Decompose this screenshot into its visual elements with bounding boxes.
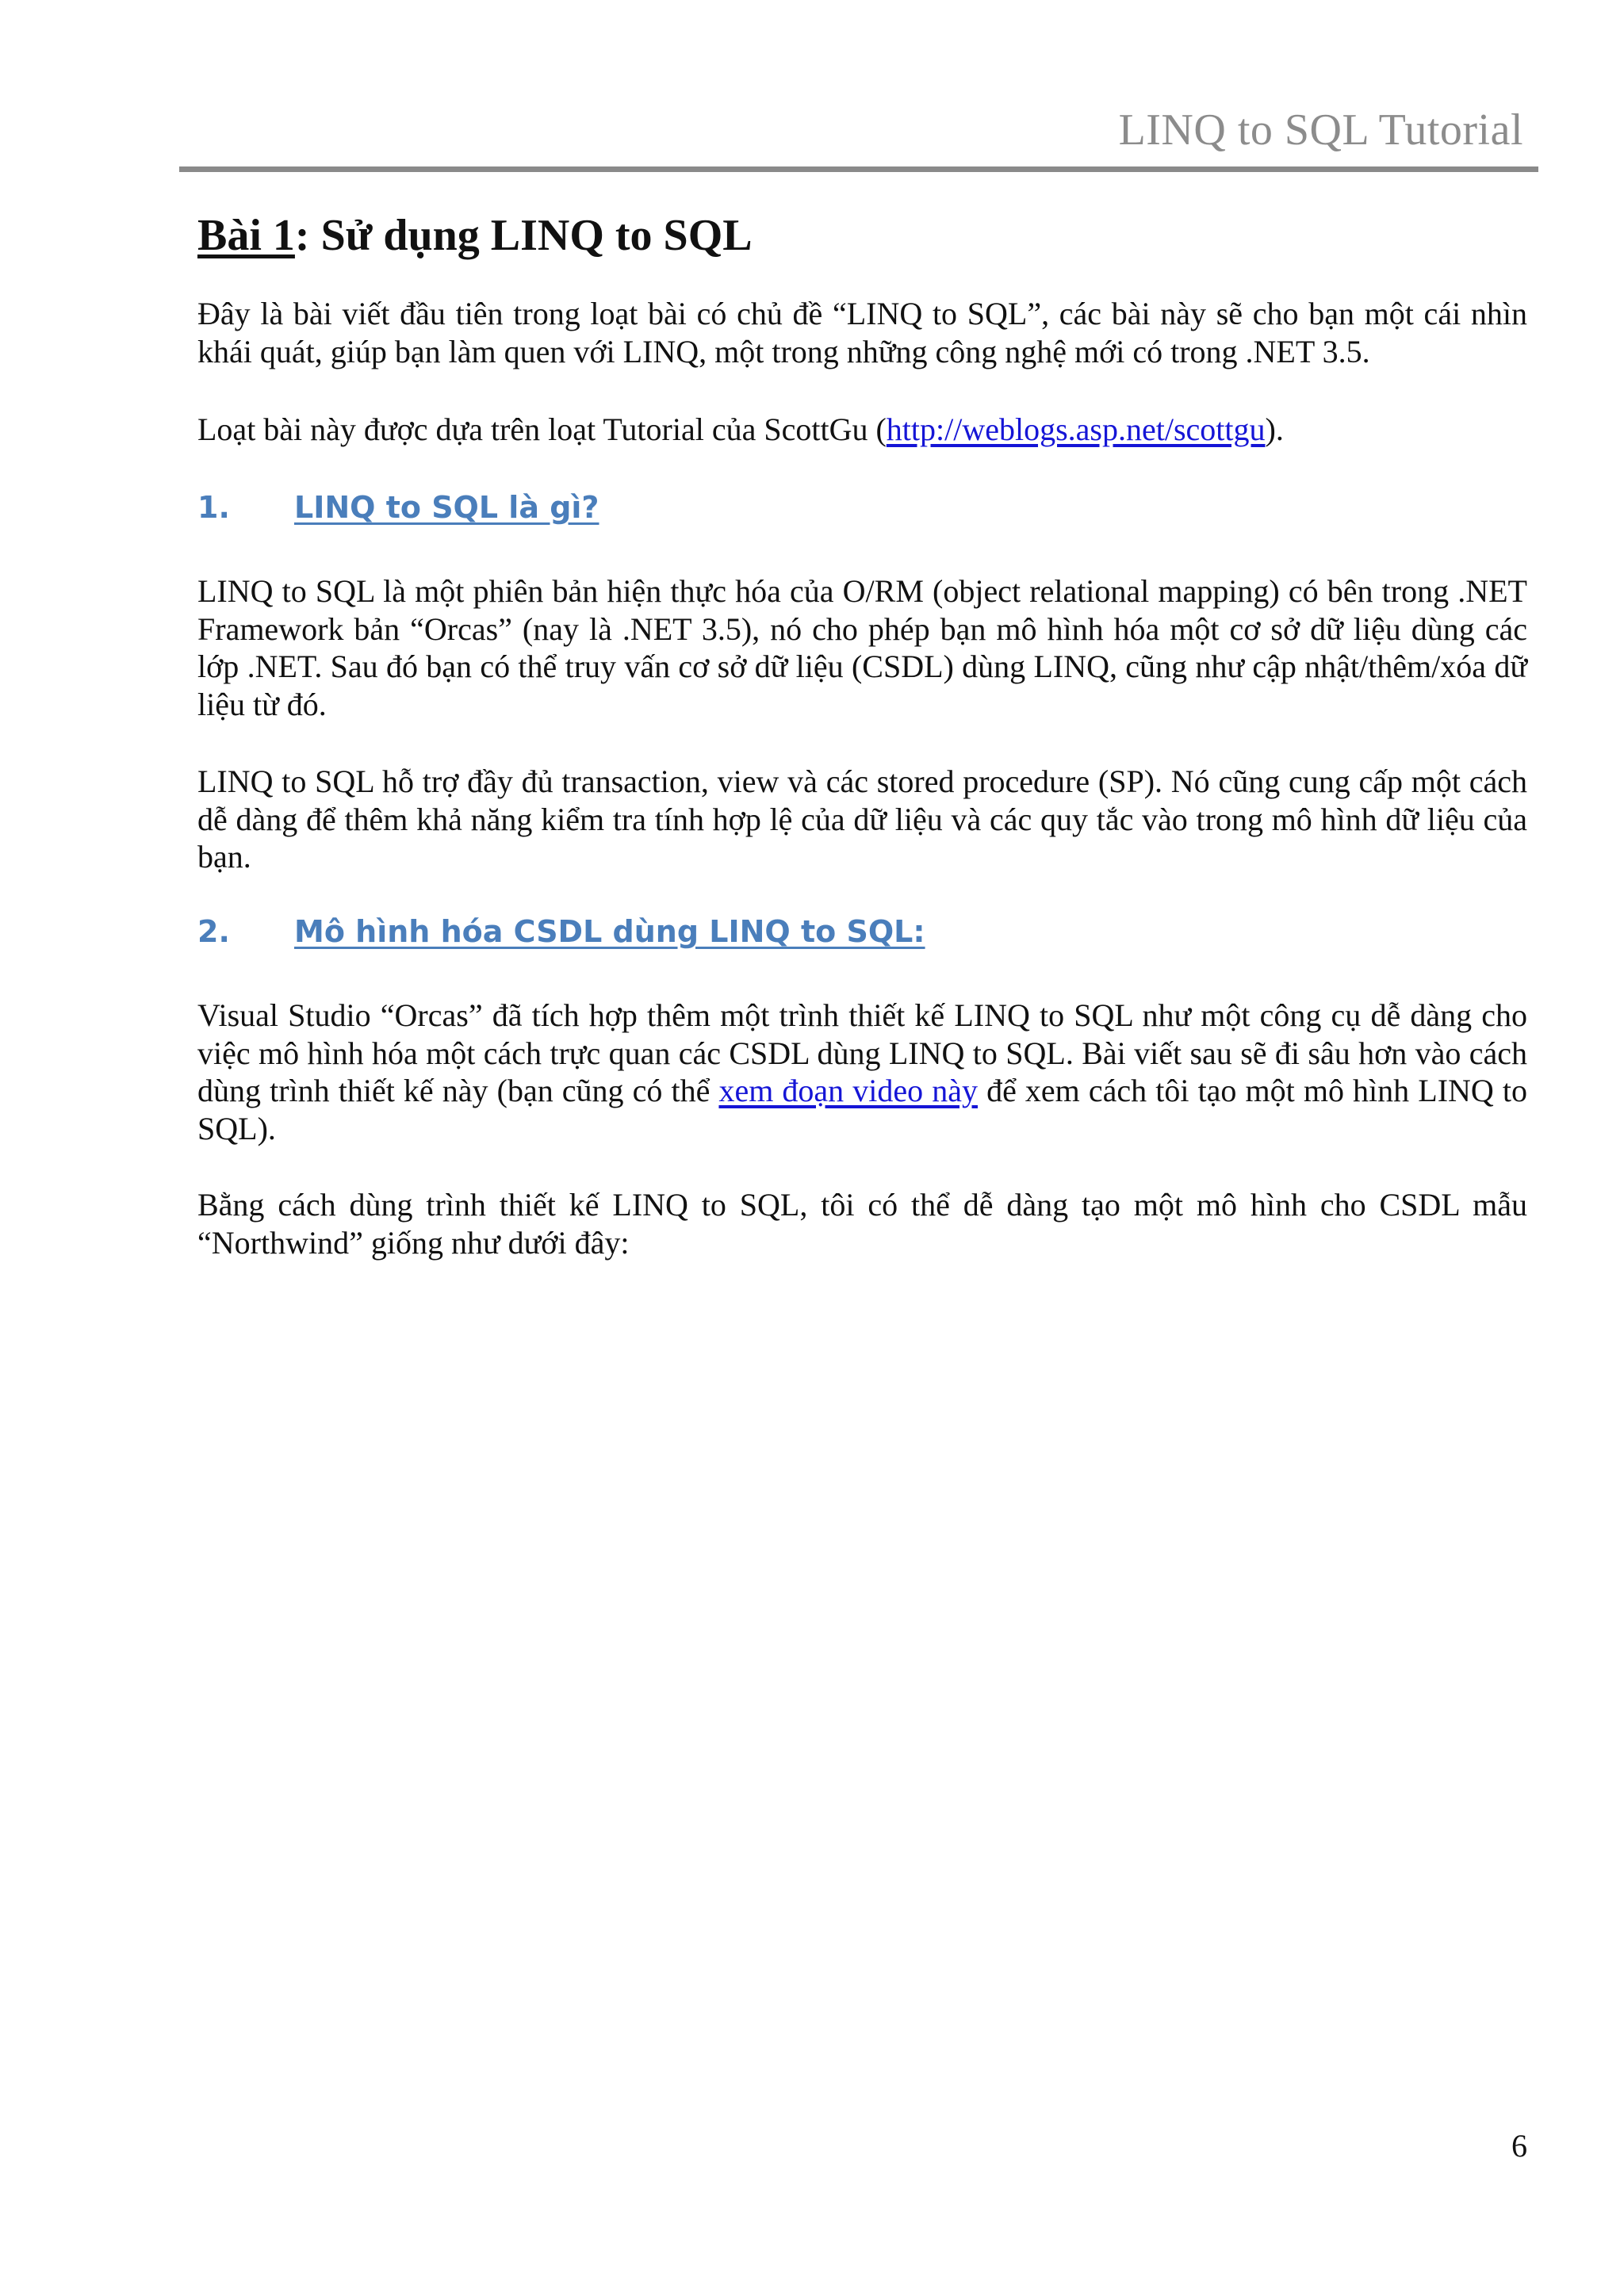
section-1-heading — [197, 490, 599, 525]
source-paragraph — [197, 411, 1527, 449]
page-title-text: : Sử dụng LINQ to SQL — [294, 211, 753, 260]
video-link[interactable]: xem đoạn video này — [718, 1073, 978, 1108]
source-text-end: ). — [1265, 411, 1284, 447]
section-2-heading — [197, 914, 925, 949]
intro-paragraph: Đây là bài viết đầu tiên trong loạt bài có chủ đề “LINQ to SQL”, các bài này sẽ cho bạn một cái nhìn khái quát, giúp bạn làm quen với LINQ, một trong những công nghệ mới có trong .NET 3.5. — [197, 296, 1527, 369]
section-1-number: 1. — [197, 490, 230, 525]
section-2-title: Mô hình hóa CSDL dùng LINQ to SQL: — [294, 914, 925, 949]
section-2-paragraph-2: Bằng cách dùng trình thiết kế LINQ to SQL, tôi có thể dễ dàng tạo một mô hình cho CSDL mẫu “Northwind” giống như dưới đây: — [197, 1187, 1527, 1261]
section-2-text: Visual Studio “Orcas” đã tích hợp thêm một trình thiết kế LINQ to SQL như một công cụ dễ dàng cho việc mô hình hóa một cách trực quan các CSDL dùng LINQ to SQL. Bài viết sau sẽ đi sâu hơn vào cách dùng trình thiết kế này (bạn cũng có thể — [197, 997, 1527, 1108]
section-1-title: LINQ to SQL là gì? — [294, 490, 599, 525]
page-title — [197, 210, 753, 261]
section-2-paragraph-1 — [197, 997, 1527, 1147]
header-divider — [179, 166, 1538, 172]
section-1-paragraph-1: LINQ to SQL là một phiên bản hiện thực hóa của O/RM (object relational mapping) có bên trong .NET Framework bản “Orcas” (nay là .NET 3.5), nó cho phép bạn mô hình hóa một cơ sở dữ liệu dùng các lớp .NET. Sau đó bạn có thể truy vấn cơ sở dữ liệu (CSDL) dùng LINQ, cũng như cập nhật/thêm/xóa dữ liệu từ đó. — [197, 573, 1527, 722]
page-number: 6 — [1511, 2128, 1527, 2164]
section-1-paragraph-2: LINQ to SQL hỗ trợ đầy đủ transaction, view và các stored procedure (SP). Nó cũng cung cấp một cách dễ dàng để thêm khả năng kiểm tra tính hợp lệ của dữ liệu và các quy tắc vào trong mô hình dữ liệu của bạn. — [197, 763, 1527, 874]
header-title: LINQ to SQL Tutorial — [1118, 105, 1523, 155]
section-2-text-end: để xem cách tôi tạo một mô hình LINQ to SQL). — [197, 1073, 1527, 1146]
scottgu-link[interactable]: http://weblogs.asp.net/scottgu — [886, 411, 1266, 447]
lesson-number: Bài 1 — [197, 211, 295, 260]
section-2-number: 2. — [197, 914, 230, 949]
source-text: Loạt bài này được dựa trên loạt Tutorial của ScottGu ( — [197, 411, 887, 447]
